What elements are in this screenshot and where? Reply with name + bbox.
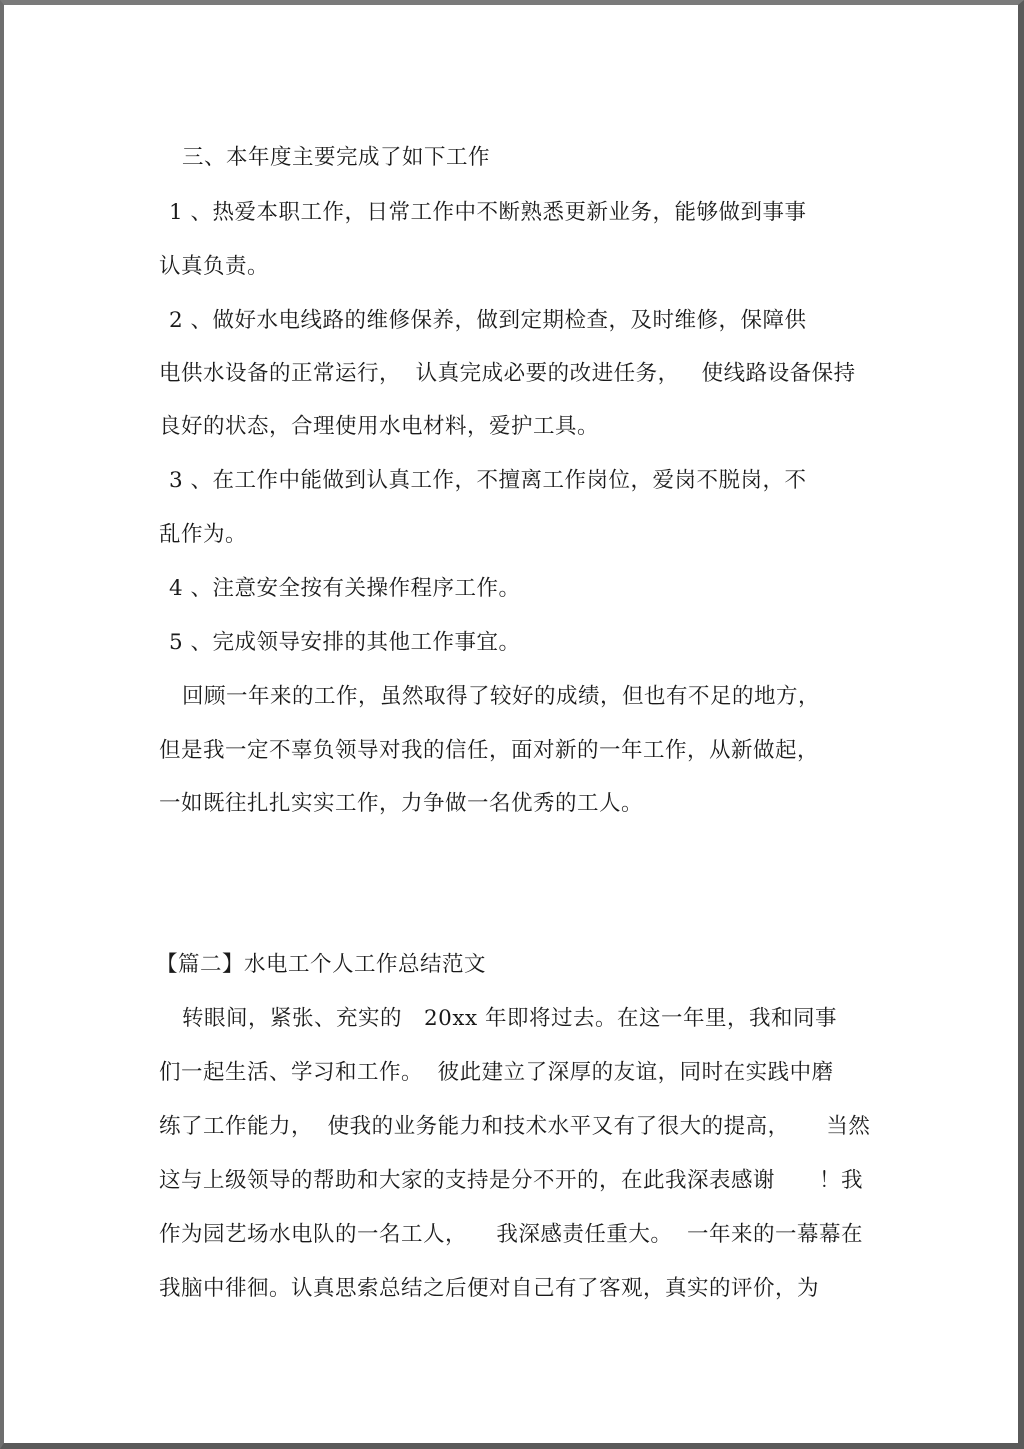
- review-line-1: 回顾一年来的工作，虽然取得了较好的成绩，但也有不足的地方，: [182, 684, 821, 709]
- paragraph-line-2: 们一起生活、学习和工作。 彼此建立了深厚的友谊，同时在实践中磨: [159, 1060, 834, 1085]
- review-line-2: 但是我一定不辜负领导对我的信任，面对新的一年工作，从新做起，: [159, 738, 820, 763]
- item-1-line-2: 认真负责。: [159, 254, 270, 279]
- review-line-3: 一如既往扎扎实实工作，力争做一名优秀的工人。: [159, 791, 644, 816]
- item-4: 4 、注意安全按有关操作程序工作。: [169, 576, 521, 601]
- section-two-title: 【篇二】水电工个人工作总结范文: [156, 952, 487, 977]
- item-3-line-2: 乱作为。: [159, 522, 248, 547]
- item-5: 5 、完成领导安排的其他工作事宜。: [169, 630, 521, 655]
- item-2-line-3: 良好的状态，合理使用水电材料，爱护工具。: [159, 414, 600, 439]
- item-1-line-1: 1 、热爱本职工作，日常工作中不断熟悉更新业务，能够做到事事: [169, 200, 807, 225]
- paragraph-line-4: 这与上级领导的帮助和大家的支持是分不开的，在此我深表感谢 ！我: [159, 1168, 864, 1193]
- section-heading: 三、本年度主要完成了如下工作: [182, 145, 491, 170]
- item-3-line-1: 3 、在工作中能做到认真工作，不擅离工作岗位，爱岗不脱岗，不: [169, 468, 807, 493]
- paragraph-line-1: 转眼间，紧张、充实的 20xx 年即将过去。在这一年里，我和同事: [182, 1006, 837, 1031]
- paragraph-line-6: 我脑中徘徊。认真思索总结之后便对自己有了客观，真实的评价，为: [159, 1276, 820, 1301]
- paragraph-line-3: 练了工作能力， 使我的业务能力和技术水平又有了很大的提高， 当然: [159, 1114, 871, 1139]
- item-2-line-2: 电供水设备的正常运行， 认真完成必要的改进任务， 使线路设备保持: [159, 361, 856, 386]
- item-2-line-1: 2 、做好水电线路的维修保养，做到定期检查，及时维修，保障供: [169, 308, 807, 333]
- paragraph-line-5: 作为园艺场水电队的一名工人， 我深感责任重大。 一年来的一幕幕在: [159, 1222, 864, 1247]
